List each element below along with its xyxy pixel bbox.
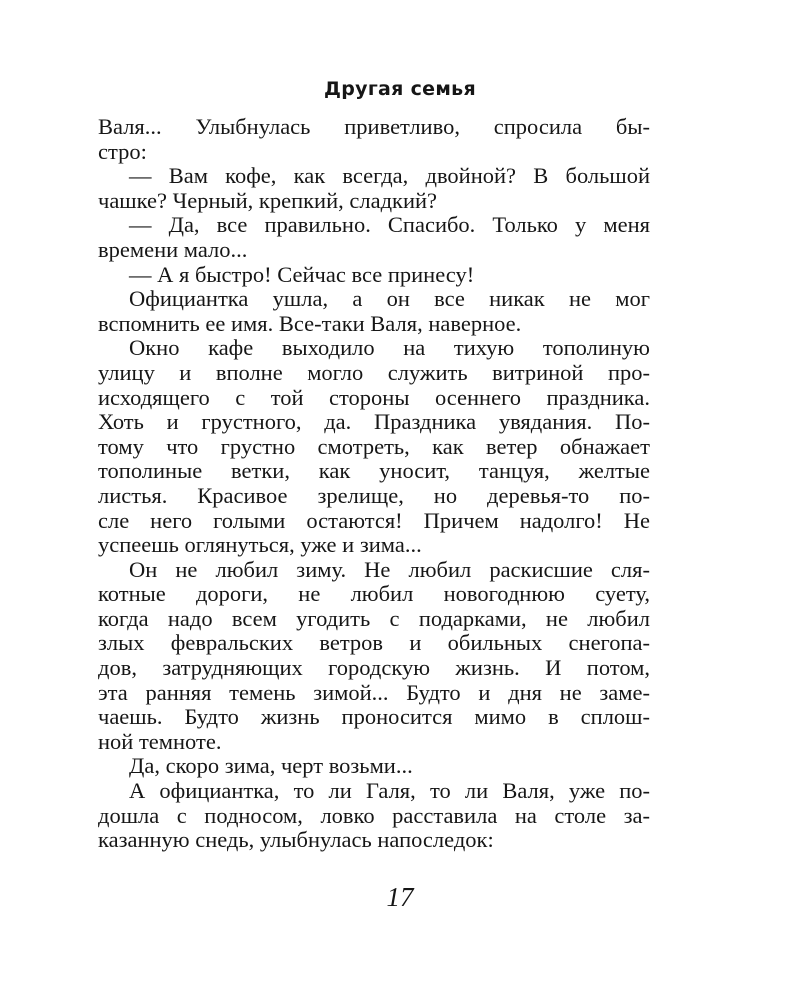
text-line: тому что грустно смотреть, как ветер обнажает	[98, 433, 650, 459]
text-line: стро:	[98, 138, 147, 164]
text-line: времени мало...	[98, 236, 248, 262]
text-line: сле него голыми остаются! Причем надолго! Не	[98, 507, 650, 533]
running-header: Другая семья	[324, 78, 476, 100]
text-line: исходящего с той стороны осеннего праздника.	[98, 384, 650, 410]
text-line: дошла с подносом, ловко расставила на столе за-	[98, 802, 650, 828]
text-line: успеешь оглянуться, уже и зима...	[98, 532, 422, 558]
text-line: Официантка ушла, а он все никак не мог	[129, 286, 650, 312]
text-line: котные дороги, не любил новогоднюю суету,	[98, 581, 650, 607]
page-number: 17	[386, 882, 414, 912]
body-text	[98, 115, 650, 853]
text-line: злых февральских ветров и обильных снегопа-	[98, 630, 650, 656]
text-line: улицу и вполне могло служить витриной про-	[98, 359, 650, 385]
text-line: тополиные ветки, как уносит, танцуя, желтые	[98, 458, 650, 484]
text-line: ной темноте.	[98, 728, 222, 754]
text-line: — Да, все правильно. Спасибо. Только у меня	[129, 212, 650, 238]
text-line: чаешь. Будто жизнь проносится мимо в сплош-	[98, 704, 650, 730]
text-line: дов, затрудняющих городскую жизнь. И потом,	[98, 655, 650, 681]
text-line: казанную снедь, улыбнулась напоследок:	[98, 827, 494, 853]
text-line: листья. Красивое зрелище, но деревья-то по-	[98, 482, 650, 508]
text-line: когда надо всем угодить с подарками, не любил	[98, 605, 650, 631]
text-line: эта ранняя темень зимой... Будто и дня не заме-	[98, 679, 650, 705]
text-line: Да, скоро зима, черт возьми...	[129, 753, 413, 779]
text-line: — Вам кофе, как всегда, двойной? В большой	[129, 163, 650, 189]
text-line: А официантка, то ли Галя, то ли Валя, уже по-	[129, 778, 650, 804]
text-line: Валя... Улыбнулась приветливо, спросила бы-	[98, 114, 650, 139]
text-line: вспомнить ее имя. Все-таки Валя, наверное.	[98, 310, 522, 336]
text-line: Хоть и грустного, да. Праздника увядания. По-	[98, 409, 650, 435]
text-line: чашке? Черный, крепкий, сладкий?	[98, 187, 438, 213]
text-line: — А я быстро! Сейчас все принесу!	[129, 261, 475, 287]
text-line: Он не любил зиму. Не любил раскисшие сля-	[129, 556, 650, 582]
text-line: Окно кафе выходило на тихую тополиную	[129, 335, 650, 361]
